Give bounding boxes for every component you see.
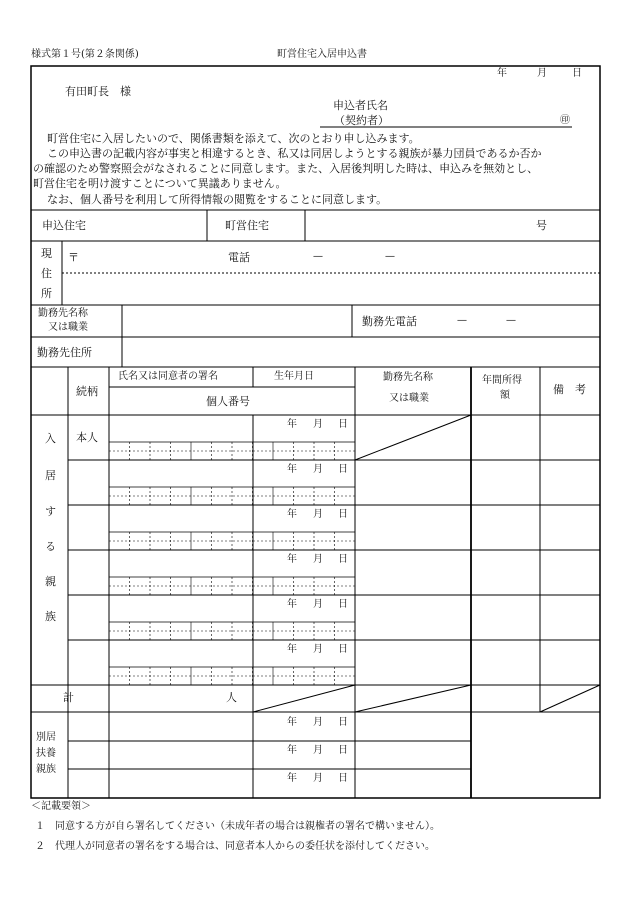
birthdate-year-label: 年 [287, 717, 297, 728]
birthdate-year-label: 年 [287, 554, 297, 565]
birthdate-year-label: 年 [287, 773, 297, 784]
col-remarks: 備 考 [553, 383, 586, 396]
birthdate-month-label: 月 [313, 554, 323, 565]
birthdate-day-label: 日 [338, 773, 348, 784]
birthdate-year-label: 年 [287, 509, 297, 520]
birthdate-day-label: 日 [338, 717, 348, 728]
birthdate-month-label: 月 [313, 717, 323, 728]
family-side-label-3: す [45, 505, 56, 518]
intro-paragraph-2-line-1: この申込書の記載内容が事実と相違するとき、私又は同居しようとする親族が暴力団員であるか否か [47, 147, 542, 160]
col-work-2: 又は職業 [389, 393, 429, 404]
form-title: 町営住宅入居申込書 [277, 49, 367, 60]
family-member-row[interactable] [110, 416, 252, 438]
date-year-label: 年 [497, 68, 507, 79]
col-income-1: 年間所得 [482, 375, 522, 386]
birthdate-day-label: 日 [338, 464, 348, 475]
contractor-label: （契約者） [334, 114, 389, 127]
workplace-phone-dash-2: — [506, 315, 516, 326]
birthdate-year-label: 年 [287, 745, 297, 756]
phone-dash-1: — [313, 251, 323, 262]
family-side-label-6: 族 [45, 610, 56, 623]
col-personal-number: 個人番号 [206, 395, 250, 408]
separate-label-1: 別居 [36, 732, 56, 743]
birthdate-year-label: 年 [287, 599, 297, 610]
birthdate-day-label: 日 [338, 509, 348, 520]
intro-paragraph-1: 町営住宅に入居したいので、関係書類を添えて、次のとおり申し込みます。 [47, 132, 420, 145]
date-day-label: 日 [572, 68, 582, 79]
birthdate-month-label: 月 [313, 599, 323, 610]
birthdate-month-label: 月 [313, 773, 323, 784]
notes-item-2: ２ 代理人が同意者の署名をする場合は、同意者本人からの委任状を添付してください。 [35, 841, 435, 852]
notes-item-1: １ 同意する方が自ら署名してください（未成年者の場合は親権者の署名で構いません）。 [35, 821, 440, 832]
separate-label-2: 扶養 [36, 748, 56, 759]
col-relation: 続柄 [76, 385, 98, 398]
intro-paragraph-3: なお、個人番号を利用して所得情報の閲覧をすることに同意します。 [47, 193, 388, 206]
birthdate-day-label: 日 [338, 745, 348, 756]
phone-dash-2: — [385, 251, 395, 262]
birthdate-day-label: 日 [338, 419, 348, 430]
col-name-signature: 氏名又は同意者の署名 [118, 371, 218, 382]
housing-label: 申込住宅 [42, 219, 86, 232]
postal-mark: 〒 [68, 251, 79, 264]
family-member-row[interactable] [110, 461, 252, 483]
separate-label-3: 親族 [36, 764, 56, 775]
family-member-row[interactable] [110, 506, 252, 528]
workplace-phone-label: 勤務先電話 [362, 315, 417, 328]
workplace-name-label-2: 又は職業 [48, 322, 88, 333]
birthdate-year-label: 年 [287, 464, 297, 475]
intro-paragraph-2-line-3: 町営住宅を明け渡すことについて異議ありません。 [33, 177, 287, 190]
birthdate-month-label: 月 [313, 644, 323, 655]
intro-paragraph-2-line-2: の確認のため警察照会がなされることに同意します。また、入居後判明した時は、申込みを無効とし、 [33, 162, 539, 175]
family-member-row[interactable] [110, 551, 252, 573]
workplace-phone-dash-1: — [457, 315, 467, 326]
workplace-address-label: 勤務先住所 [37, 346, 92, 359]
birthdate-month-label: 月 [313, 509, 323, 520]
addressee: 有田町長 様 [65, 85, 131, 98]
total-unit: 人 [226, 691, 237, 704]
family-member-row[interactable] [110, 641, 252, 663]
address-field[interactable] [63, 274, 599, 304]
family-side-label-4: る [45, 540, 56, 553]
housing-number-suffix: 号 [536, 219, 547, 232]
total-label: 計 [63, 691, 74, 704]
relation-self: 本人 [76, 431, 98, 444]
applicant-name-label: 申込者氏名 [333, 99, 388, 112]
workplace-name-field[interactable] [123, 306, 351, 336]
workplace-name-label-1: 勤務先名称 [38, 308, 88, 319]
birthdate-month-label: 月 [313, 745, 323, 756]
birthdate-year-label: 年 [287, 419, 297, 430]
col-birthdate: 生年月日 [274, 371, 314, 382]
family-side-label-1: 入 [45, 432, 56, 445]
seal-mark: ㊞ [560, 115, 570, 126]
address-label-3: 所 [41, 287, 52, 300]
birthdate-day-label: 日 [338, 599, 348, 610]
date-month-label: 月 [537, 68, 547, 79]
address-label-1: 現 [41, 247, 52, 260]
family-side-label-2: 居 [45, 469, 56, 482]
birthdate-day-label: 日 [338, 644, 348, 655]
separate-dependent-row[interactable] [110, 770, 252, 792]
col-income-2: 額 [500, 390, 510, 401]
notes-heading: ＜記載要領＞ [31, 801, 91, 812]
phone-label: 電話 [228, 251, 250, 264]
col-work-1: 勤務先名称 [383, 372, 433, 383]
separate-dependent-row[interactable] [110, 714, 252, 736]
housing-number-field[interactable] [306, 211, 532, 240]
birthdate-month-label: 月 [313, 464, 323, 475]
family-side-label-5: 親 [45, 575, 56, 588]
family-member-row[interactable] [110, 596, 252, 618]
workplace-address-field[interactable] [123, 338, 599, 366]
address-label-2: 住 [41, 267, 52, 280]
birthdate-day-label: 日 [338, 554, 348, 565]
housing-type: 町営住宅 [225, 219, 269, 232]
birthdate-month-label: 月 [313, 419, 323, 430]
separate-dependent-row[interactable] [110, 742, 252, 764]
birthdate-year-label: 年 [287, 644, 297, 655]
form-number: 様式第１号(第２条関係) [31, 49, 139, 60]
